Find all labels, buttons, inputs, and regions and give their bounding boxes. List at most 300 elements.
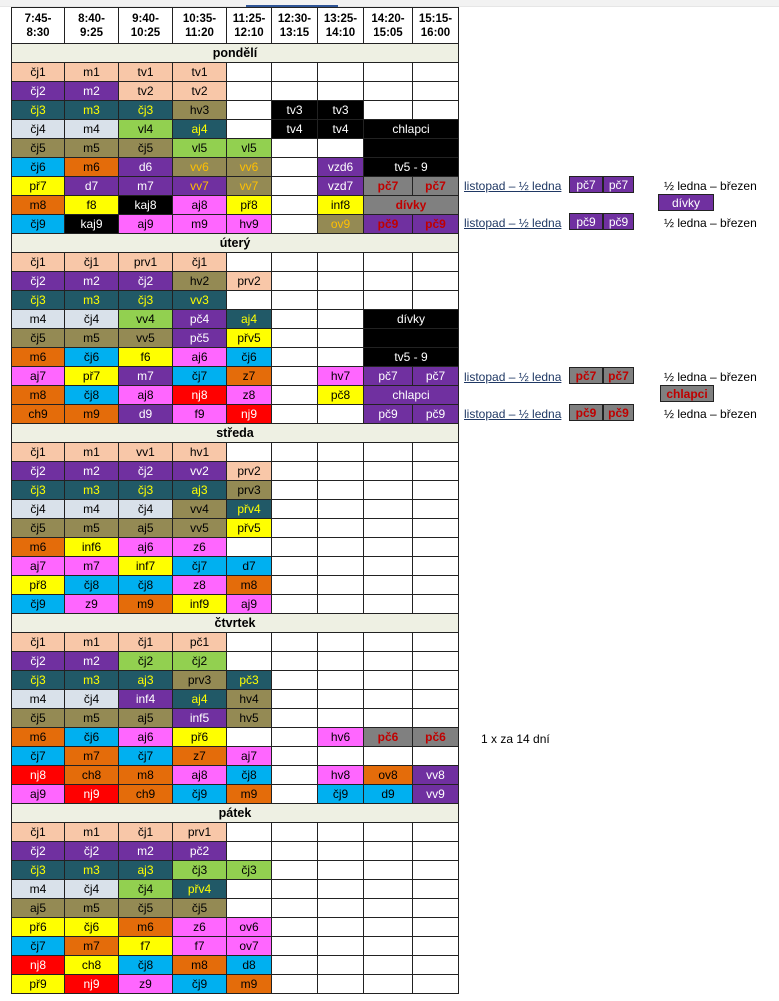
lesson-cell: přv5 (227, 329, 272, 348)
lesson-cell: m7 (65, 557, 119, 576)
lesson-cell: vv2 (173, 462, 227, 481)
lesson-cell: m9 (119, 595, 173, 614)
lesson-cell: pč9 (364, 215, 413, 234)
empty-cell (318, 310, 364, 329)
lesson-cell: čj6 (65, 348, 119, 367)
empty-cell (272, 500, 318, 519)
empty-cell (318, 861, 364, 880)
lesson-cell: inf7 (119, 557, 173, 576)
empty-cell (364, 101, 413, 120)
empty-cell (364, 462, 413, 481)
lesson-cell: f8 (65, 196, 119, 215)
lesson-cell: chlapci (364, 120, 459, 139)
lesson-cell: kaj9 (65, 215, 119, 234)
timetable-row (12, 405, 459, 424)
empty-cell (227, 899, 272, 918)
empty-cell (364, 633, 413, 652)
empty-cell (364, 899, 413, 918)
lesson-cell: pč4 (173, 310, 227, 329)
lesson-cell: inf5 (173, 709, 227, 728)
empty-cell (364, 82, 413, 101)
empty-cell (318, 291, 364, 310)
lesson-cell: čj4 (12, 120, 65, 139)
lesson-cell: pč1 (173, 633, 227, 652)
lesson-cell: aj9 (12, 785, 65, 804)
empty-cell (413, 918, 459, 937)
lesson-cell: nj9 (65, 785, 119, 804)
lesson-cell: nj8 (12, 766, 65, 785)
time-slot-header: 7:45- 8:30 (12, 8, 65, 44)
empty-cell (227, 880, 272, 899)
lesson-cell: čj2 (12, 272, 65, 291)
empty-cell (364, 443, 413, 462)
lesson-cell: čj2 (12, 652, 65, 671)
lesson-cell: pč6 (364, 728, 413, 747)
lesson-cell: čj3 (119, 481, 173, 500)
empty-cell (318, 519, 364, 538)
empty-cell (318, 937, 364, 956)
note-box-pc9: pč9 (569, 213, 603, 230)
lesson-cell: čj6 (227, 348, 272, 367)
lesson-cell: m3 (65, 861, 119, 880)
timetable-row (12, 538, 459, 557)
lesson-cell: vv8 (413, 766, 459, 785)
lesson-cell: m1 (65, 633, 119, 652)
lesson-cell: d9 (119, 405, 173, 424)
lesson-cell: m9 (65, 405, 119, 424)
timetable-row (12, 652, 459, 671)
lesson-cell: prv3 (227, 481, 272, 500)
lesson-cell: prv1 (119, 253, 173, 272)
empty-cell (413, 956, 459, 975)
empty-cell (413, 481, 459, 500)
note-box-pc9: pč9 (603, 404, 634, 421)
lesson-cell: inf8 (318, 196, 364, 215)
lesson-cell: vv5 (119, 329, 173, 348)
empty-cell (227, 120, 272, 139)
lesson-cell: vzd7 (318, 177, 364, 196)
lesson-cell: z8 (227, 386, 272, 405)
empty-cell (227, 253, 272, 272)
empty-cell (413, 747, 459, 766)
note-later-period: ½ ledna – březen (664, 407, 757, 421)
empty-cell (227, 823, 272, 842)
lesson-cell: čj1 (12, 63, 65, 82)
lesson-cell: f9 (173, 405, 227, 424)
lesson-cell: dívky (364, 196, 459, 215)
empty-cell (272, 253, 318, 272)
time-slot-header: 8:40- 9:25 (65, 8, 119, 44)
lesson-cell: m5 (65, 139, 119, 158)
lesson-cell: inf4 (119, 690, 173, 709)
timetable-row (12, 462, 459, 481)
lesson-cell: prv2 (227, 462, 272, 481)
lesson-cell: d7 (65, 177, 119, 196)
lesson-cell: prv2 (227, 272, 272, 291)
empty-cell (318, 595, 364, 614)
lesson-cell: pč7 (364, 367, 413, 386)
lesson-cell: čj1 (12, 443, 65, 462)
lesson-cell: čj7 (12, 937, 65, 956)
lesson-cell: čj2 (12, 82, 65, 101)
timetable-row (12, 557, 459, 576)
lesson-cell: pč9 (413, 215, 459, 234)
lesson-cell: pč3 (227, 671, 272, 690)
empty-cell (364, 329, 459, 348)
lesson-cell: aj8 (173, 196, 227, 215)
empty-cell (272, 690, 318, 709)
timetable-row (12, 690, 459, 709)
timetable-row (12, 500, 459, 519)
timetable-row (12, 766, 459, 785)
lesson-cell: čj3 (12, 861, 65, 880)
lesson-cell: čj5 (12, 329, 65, 348)
empty-cell (413, 861, 459, 880)
window-top-strip (0, 0, 779, 7)
timetable-row (12, 823, 459, 842)
lesson-cell: přv4 (227, 500, 272, 519)
timetable-row (12, 329, 459, 348)
lesson-cell: čj3 (12, 481, 65, 500)
lesson-cell: aj5 (119, 519, 173, 538)
lesson-cell: m8 (12, 386, 65, 405)
empty-cell (318, 956, 364, 975)
lesson-cell: d9 (364, 785, 413, 804)
lesson-cell: aj4 (173, 690, 227, 709)
lesson-cell: m8 (12, 196, 65, 215)
timetable-row (12, 842, 459, 861)
empty-cell (318, 918, 364, 937)
lesson-cell: čj3 (12, 671, 65, 690)
lesson-cell: pč6 (413, 728, 459, 747)
empty-cell (413, 652, 459, 671)
lesson-cell: ch8 (65, 956, 119, 975)
empty-cell (364, 576, 413, 595)
lesson-cell: čj7 (12, 747, 65, 766)
lesson-cell: př7 (65, 367, 119, 386)
lesson-cell: f7 (173, 937, 227, 956)
lesson-cell: aj3 (173, 481, 227, 500)
empty-cell (364, 63, 413, 82)
lesson-cell: čj2 (12, 462, 65, 481)
lesson-cell: m9 (227, 975, 272, 994)
lesson-cell: př8 (12, 576, 65, 595)
lesson-cell: čj3 (12, 291, 65, 310)
note-later-period: ½ ledna – březen (664, 370, 757, 384)
lesson-cell: hv5 (227, 709, 272, 728)
note-later-period: ½ ledna – březen (664, 216, 757, 230)
day-heading: úterý (12, 234, 459, 253)
empty-cell (272, 177, 318, 196)
empty-cell (318, 348, 364, 367)
lesson-cell: čj4 (65, 690, 119, 709)
lesson-cell: inf9 (173, 595, 227, 614)
lesson-cell: hv6 (318, 728, 364, 747)
empty-cell (364, 519, 413, 538)
empty-cell (227, 652, 272, 671)
empty-cell (227, 63, 272, 82)
empty-cell (272, 82, 318, 101)
empty-cell (272, 348, 318, 367)
empty-cell (413, 500, 459, 519)
empty-cell (227, 842, 272, 861)
lesson-cell: vv1 (119, 443, 173, 462)
empty-cell (272, 139, 318, 158)
lesson-cell: př7 (12, 177, 65, 196)
empty-cell (413, 101, 459, 120)
lesson-cell: přv5 (227, 519, 272, 538)
empty-cell (364, 139, 459, 158)
empty-cell (318, 899, 364, 918)
lesson-cell: vv3 (173, 291, 227, 310)
empty-cell (272, 861, 318, 880)
lesson-cell: nj9 (227, 405, 272, 424)
lesson-cell: m2 (65, 652, 119, 671)
lesson-cell: aj6 (119, 728, 173, 747)
lesson-cell: hv1 (173, 443, 227, 462)
timetable-row (12, 519, 459, 538)
lesson-cell: tv1 (173, 63, 227, 82)
empty-cell (364, 481, 413, 500)
timetable-row (12, 386, 459, 405)
lesson-cell: vv9 (413, 785, 459, 804)
empty-cell (272, 519, 318, 538)
lesson-cell: tv1 (119, 63, 173, 82)
empty-cell (364, 272, 413, 291)
empty-cell (272, 709, 318, 728)
lesson-cell: tv5 - 9 (364, 348, 459, 367)
empty-cell (272, 538, 318, 557)
lesson-cell: m4 (12, 690, 65, 709)
empty-cell (318, 443, 364, 462)
time-slot-header: 15:15- 16:00 (413, 8, 459, 44)
lesson-cell: čj1 (119, 633, 173, 652)
empty-cell (272, 443, 318, 462)
lesson-cell: m2 (65, 462, 119, 481)
timetable-row (12, 576, 459, 595)
lesson-cell: čj4 (65, 310, 119, 329)
time-slot-header: 10:35- 11:20 (173, 8, 227, 44)
empty-cell (272, 405, 318, 424)
lesson-cell: čj1 (12, 253, 65, 272)
timetable-row (12, 880, 459, 899)
empty-cell (318, 633, 364, 652)
empty-cell (272, 842, 318, 861)
lesson-cell: m5 (65, 709, 119, 728)
empty-cell (413, 272, 459, 291)
lesson-cell: ov8 (364, 766, 413, 785)
timetable-row (12, 956, 459, 975)
lesson-cell: čj4 (65, 880, 119, 899)
timetable-row (12, 291, 459, 310)
lesson-cell: tv5 - 9 (364, 158, 459, 177)
lesson-cell: nj8 (173, 386, 227, 405)
lesson-cell: z9 (119, 975, 173, 994)
lesson-cell: čj3 (12, 101, 65, 120)
lesson-cell: čj2 (119, 462, 173, 481)
lesson-cell: m4 (65, 120, 119, 139)
lesson-cell: čj5 (119, 899, 173, 918)
empty-cell (413, 633, 459, 652)
lesson-cell: př8 (227, 196, 272, 215)
empty-cell (413, 595, 459, 614)
empty-cell (413, 443, 459, 462)
lesson-cell: pč7 (413, 177, 459, 196)
empty-cell (364, 500, 413, 519)
lesson-cell: m6 (12, 538, 65, 557)
day-heading: pondělí (12, 44, 459, 63)
lesson-cell: m2 (119, 842, 173, 861)
lesson-cell: ch8 (65, 766, 119, 785)
empty-cell (413, 538, 459, 557)
lesson-cell: m2 (65, 82, 119, 101)
lesson-cell: aj7 (12, 557, 65, 576)
lesson-cell: pč5 (173, 329, 227, 348)
timetable-row (12, 196, 459, 215)
lesson-cell: vv5 (173, 519, 227, 538)
lesson-cell: čj1 (119, 823, 173, 842)
empty-cell (318, 462, 364, 481)
timetable-row (12, 937, 459, 956)
empty-cell (272, 196, 318, 215)
lesson-cell: čj8 (65, 576, 119, 595)
lesson-cell: vv6 (227, 158, 272, 177)
empty-cell (272, 880, 318, 899)
lesson-cell: čj8 (119, 956, 173, 975)
lesson-cell: kaj8 (119, 196, 173, 215)
lesson-cell: čj5 (119, 139, 173, 158)
lesson-cell: čj3 (173, 861, 227, 880)
empty-cell (272, 937, 318, 956)
lesson-cell: pč2 (173, 842, 227, 861)
empty-cell (413, 690, 459, 709)
lesson-cell: tv2 (173, 82, 227, 101)
lesson-cell: aj3 (119, 671, 173, 690)
empty-cell (318, 82, 364, 101)
lesson-cell: čj8 (227, 766, 272, 785)
lesson-cell: čj4 (12, 500, 65, 519)
empty-cell (272, 272, 318, 291)
lesson-cell: hv9 (227, 215, 272, 234)
timetable-row (12, 709, 459, 728)
lesson-cell: hv4 (227, 690, 272, 709)
lesson-cell: pč9 (413, 405, 459, 424)
empty-cell (318, 500, 364, 519)
lesson-cell: d7 (227, 557, 272, 576)
lesson-cell: čj5 (173, 899, 227, 918)
lesson-cell: čj7 (173, 367, 227, 386)
empty-cell (272, 310, 318, 329)
note-later-period: ½ ledna – březen (664, 179, 757, 193)
empty-cell (227, 538, 272, 557)
empty-cell (272, 481, 318, 500)
empty-cell (318, 709, 364, 728)
lesson-cell: d8 (227, 956, 272, 975)
lesson-cell: vl4 (119, 120, 173, 139)
note-box-pc9: pč9 (569, 404, 603, 421)
empty-cell (272, 823, 318, 842)
lesson-cell: m6 (119, 918, 173, 937)
empty-cell (318, 747, 364, 766)
lesson-cell: m3 (65, 101, 119, 120)
lesson-cell: m2 (65, 272, 119, 291)
empty-cell (272, 633, 318, 652)
timetable (11, 7, 459, 994)
lesson-cell: čj2 (173, 652, 227, 671)
timetable-row (12, 728, 459, 747)
empty-cell (272, 63, 318, 82)
timetable-row (12, 633, 459, 652)
lesson-cell: čj9 (173, 785, 227, 804)
day-heading: středa (12, 424, 459, 443)
lesson-cell: čj9 (12, 215, 65, 234)
empty-cell (413, 557, 459, 576)
timetable-row (12, 481, 459, 500)
timetable-row (12, 367, 459, 386)
timetable-row (12, 82, 459, 101)
lesson-cell: tv3 (272, 101, 318, 120)
empty-cell (272, 671, 318, 690)
note-biweekly: 1 x za 14 dní (481, 732, 550, 746)
empty-cell (318, 139, 364, 158)
timetable-row (12, 861, 459, 880)
empty-cell (318, 823, 364, 842)
empty-cell (272, 329, 318, 348)
time-slot-header: 12:30- 13:15 (272, 8, 318, 44)
lesson-cell: m3 (65, 671, 119, 690)
empty-cell (272, 918, 318, 937)
lesson-cell: z7 (227, 367, 272, 386)
lesson-cell: aj6 (119, 538, 173, 557)
empty-cell (227, 291, 272, 310)
lesson-cell: m1 (65, 443, 119, 462)
lesson-cell: čj2 (119, 272, 173, 291)
lesson-cell: čj9 (12, 595, 65, 614)
note-period: listopad – ½ ledna (464, 407, 562, 421)
empty-cell (364, 747, 413, 766)
lesson-cell: m1 (65, 63, 119, 82)
lesson-cell: z7 (173, 747, 227, 766)
note-box-pc7: pč7 (569, 176, 603, 193)
timetable-row (12, 595, 459, 614)
empty-cell (318, 671, 364, 690)
lesson-cell: m7 (65, 937, 119, 956)
empty-cell (318, 842, 364, 861)
timetable-row (12, 975, 459, 994)
empty-cell (413, 823, 459, 842)
timetable-row (12, 253, 459, 272)
lesson-cell: m6 (12, 728, 65, 747)
lesson-cell: m7 (119, 177, 173, 196)
lesson-cell: m7 (119, 367, 173, 386)
empty-cell (413, 975, 459, 994)
lesson-cell: ov9 (318, 215, 364, 234)
empty-cell (364, 823, 413, 842)
lesson-cell: hv3 (173, 101, 227, 120)
lesson-cell: aj8 (173, 766, 227, 785)
lesson-cell: aj5 (12, 899, 65, 918)
note-box-divky: dívky (658, 194, 714, 211)
lesson-cell: čj2 (65, 842, 119, 861)
lesson-cell: dívky (364, 310, 459, 329)
note-box-chlapci: chlapci (660, 385, 714, 402)
timetable-row (12, 272, 459, 291)
lesson-cell: čj3 (119, 101, 173, 120)
empty-cell (413, 671, 459, 690)
lesson-cell: m4 (65, 500, 119, 519)
lesson-cell: čj6 (12, 158, 65, 177)
lesson-cell: m5 (65, 519, 119, 538)
